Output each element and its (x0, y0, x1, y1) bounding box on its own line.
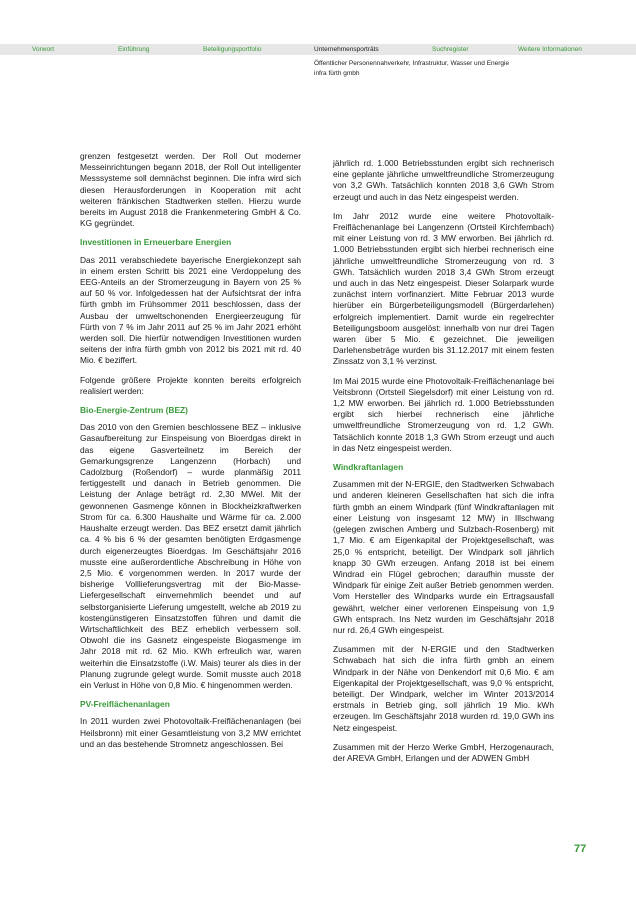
nav-item-vorwort[interactable]: Vorwort (32, 46, 55, 53)
paragraph: In 2011 wurden zwei Photovoltaik-Freiflächenanlagen (bei Heilsbronn) mit einer Gesamtleistung von 3,2 MW errichtet und an das bestehende Stromnetz angeschlossen. Bei (80, 716, 301, 749)
section-heading-windkraft: Windkraftanlagen (333, 462, 404, 473)
paragraph: Zusammen mit der Herzo Werke GmbH, Herzogenaurach, der AREVA GmbH, Erlangen und der ADWEN GmbH (333, 741, 554, 763)
nav-item-unternehmensportraets[interactable]: Unternehmensporträts (314, 46, 379, 53)
paragraph: Zusammen mit der N-ERGIE und den Stadtwerken Schwabach hat sich die infra fürth gmbh an einem Windpark in der Nähe von Denkendorf mit 0,6 Mio. € am Eigenkapital der Projektgesellschaft, was 9,0 % entspricht, beteiligt. Der Windpark, welcher im Winter 2013/2014 erstmals in Betrieb ging, soll jährlich 19 Mio. kWh erzeugen. Im Geschäftsjahr 2018 wurden rd. 19,0 GWh ins Netz eingespeist. (333, 644, 554, 733)
paragraph: Zusammen mit der N-ERGIE, den Stadtwerken Schwabach und anderen kleineren Gesellschaften hat sich die infra fürth gmbh an einem Windpark (fünf Windkraftanlagen mit einer Leistung von insgesamt 12 MW) in Illschwang (gelegen zwischen Amberg und Sulzbach-Rosenberg) mit 1,7 Mio. € am Eigenkapital der Projektgesellschaft, was 25,0 % entspricht, beteiligt. Der Windpark soll jährlich knapp 30 GWh erzeugen. Anfang 2018 ist bei einem Windrad ein Flügel gebrochen; daraufhin musste der Windpark für einige Zeit außer Betrieb genommen werden. Vom Hersteller des Windparks wurde ein Ertragsausfall gewährt, welcher einer verlorenen Einspeisung von 1,9 GWh entsprach. Ins Netz wurden im Geschäftsjahr 2018 nur rd. 26,4 GWh eingespeist. (333, 479, 554, 635)
paragraph: Im Jahr 2012 wurde eine weitere Photovoltaik-Freiflächenanlage bei Langenzenn (Ortsteil Kirchfembach) mit einer Leistung von rd. 3 MW erworben. Bei jährlich rd. 1.000 Betriebsstunden ergibt sich hierbei rechnerisch eine jährliche umweltfreundliche Stromerzeugung von rd. 3 GWh. Tatsächlich wurden 2018 3,4 GWh Strom erzeugt und auch in das Netz eingespeist. Dieser Solarpark wurde zunächst intern vorfinanziert. Mitte Februar 2013 wurde hierüber ein Bürgerbeteiligungsmodell (Bürgerdarlehen) erfolgreich implementiert. Damit wurde ein regelrechter Beteiligungsboom ausgelöst: innerhalb von nur drei Tagen waren über 5 Mio. € gezeichnet. Die jeweiligen Darlehensbeträge wurden bis 31.12.2017 mit einem festen Zinssatz von 3,1 % verzinst. (333, 210, 554, 367)
paragraph: grenzen festgesetzt werden. Der Roll Out moderner Messeinrichtungen begann 2018, der Roll Out intelligenter Messsysteme soll demnächst beginnen. Die infra wird sich diesen Herausforderungen in Kooperation mit acht weiteren fränkischen Stadtwerken stellen. Hierzu wurde bereits im August 2018 die Frankenmetering GmbH & Co. KG gegründet. (80, 151, 301, 229)
paragraph: Das 2011 verabschiedete bayerische Energiekonzept sah in einem ersten Schritt bis 2021 eine Verdoppelung des EEG-Anteils an der Stromerzeugung in Bayern von 25 % auf 50 % vor. Infolgedessen hat der Aufsichtsrat der infra fürth gmbh im Frühsommer 2011 beschlossen, dass der Ausbau der umweltschonenden Energieerzeugung für Fürth von 7 % im Jahr 2011 auf 25 % im Jahr 2021 erhöht werden soll. Die hierfür notwendigen Investitionen wurden seitens der infra fürth gmbh von 2012 bis 2021 mit rd. 40 Mio. € beziffert. (80, 254, 301, 366)
paragraph: Das 2010 von den Gremien beschlossene BEZ – inklusive Gasaufbereitung zur Einspeisung von Bioerdgas direkt in das eigene Gasverteilnetz im Bereich der Gemarkungsgrenze Langenzenn (Horbach) und Cadolzburg (Roßendorf) – wurde planmäßig 2011 fertiggestellt und danach in Betrieb genommen. Die Leistung der Anlage beträgt rd. 2,30 MWel. Mit der gewonnenen Gasmenge können in Blockheizkraftwerken Strom für ca. 6.300 Haushalte und Wärme für ca. 2.000 Haushalte erzeugt werden. Das BEZ ersetzt damit jährlich ca. 4 % bis 6 % der gesamten benötigten Erdgasmenge durch eigenerzeugtes Bioerdgas. Im Geschäftsjahr 2016 musste eine außerordentliche Abschreibung in Höhe von 2,5 Mio. € vorgenommen werden. In 2017 wurde der bisherige Volllieferungsvertrag mit der Bio-Masse-Liefergesellschaft einvernehmlich beendet und auf selbstorganisierte Lieferung umgestellt, welche ab 2019 zu kostengünstigeren Einsatzstoffen führen und damit die Wirtschaftlichkeit des BEZ erheblich verbessern soll. Obwohl die ins Gasnetz eingespeiste Biogasmenge im Jahr 2018 mit rd. 62 Mio. KWh erfreulich war, waren weiterhin die Einsatzstoffe (i.W. Mais) teurer als dies in der Planung zugrunde gelegt wurde. Somit musste auch 2018 ein Verlust in Höhe von 0,8 Mio. € hingenommen werden. (80, 422, 301, 690)
section-navigation-bar (0, 44, 636, 55)
text-column-right (333, 158, 554, 772)
nav-item-einfuehrung[interactable]: Einführung (118, 46, 150, 53)
section-heading-pv: PV-Freiflächenanlagen (80, 699, 170, 710)
section-heading-erneuerbare-energien: Investitionen in Erneuerbare Energien (80, 237, 232, 248)
nav-item-suchregister[interactable]: Suchregister (432, 46, 469, 53)
nav-item-beteiligungsportfolio[interactable]: Beteiligungsportfolio (203, 46, 262, 53)
subtitle-company: infra fürth gmbh (314, 70, 360, 77)
paragraph: Folgende größere Projekte konnten bereits erfolgreich realisiert werden: (80, 374, 301, 396)
paragraph: jährlich rd. 1.000 Betriebsstunden ergibt sich rechnerisch eine geplante jährliche umweltfreundliche Stromerzeugung von 3,2 GWh. Tatsächlich konnten 2018 3,6 GWh Strom erzeugt und auch in das Netz eingespeist werden. (333, 158, 554, 202)
section-subtitle (314, 59, 574, 79)
nav-item-weitere-informationen[interactable]: Weitere Informationen (518, 46, 582, 53)
paragraph: Im Mai 2015 wurde eine Photovoltaik-Freiflächenanlage bei Veitsbronn (Ortsteil Siegelsdorf) mit einer Leistung von rd. 1,2 MW erworben. Bei jährlich rd. 1.000 Betriebsstunden ergibt sich hierbei rechnerisch eine jährliche umweltfreundliche Stromerzeugung von rd. 1,2 GWh. Tatsächlich konnte 2018 1,3 GWh Strom erzeugt und auch in das Netz eingespeist werden. (333, 375, 554, 453)
page-number: 77 (574, 843, 587, 855)
subtitle-category: Öffentlicher Personennahverkehr, Infrastruktur, Wasser und Energie (314, 60, 510, 67)
section-heading-bez: Bio-Energie-Zentrum (BEZ) (80, 405, 188, 416)
text-column-left (80, 151, 301, 758)
